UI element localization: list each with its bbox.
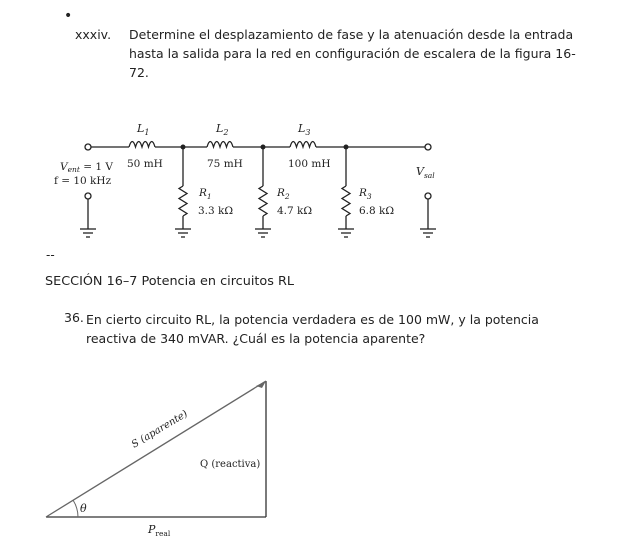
l2-value: 75 mH (207, 158, 243, 170)
l1-label: $L_1$ (137, 122, 150, 137)
r3-label: $R_3$ (359, 187, 372, 201)
l3-label: $L_3$ (298, 122, 311, 137)
inductor-l2 (207, 142, 233, 148)
l3-value: 100 mH (288, 158, 331, 170)
section-title: SECCIÓN 16–7 Potencia en circuitos RL (45, 274, 294, 289)
r1-value: 3.3 kΩ (198, 205, 234, 217)
junction-dot (344, 145, 349, 150)
question-36-number: 36. (64, 310, 84, 325)
list-bullet: • (64, 8, 73, 24)
l1-value: 50 mH (127, 158, 163, 170)
resistor-r3 (342, 186, 350, 216)
inductor-l3 (290, 142, 316, 148)
separator: -- (46, 248, 55, 262)
output-terminal (425, 144, 431, 150)
ladder-circuit (80, 142, 436, 238)
resistor-r2 (259, 186, 267, 216)
output-voltage-label: $V_{sal}$ (416, 165, 435, 180)
junction-dot (181, 145, 186, 150)
apparent-power-label: S (aparente) (129, 408, 190, 451)
frequency-label: f = 10 kHz (54, 175, 112, 187)
r1-label: $R_1$ (199, 187, 212, 201)
question-text: Determine el desplazamiento de fase y la atenuación desde la entrada hasta la salida para la red en configuración de escalera de la figura 16-72. (129, 27, 576, 80)
angle-label: θ (80, 502, 87, 515)
resistor-r1 (179, 186, 187, 216)
question-number: xxxiv. (75, 27, 112, 42)
junction-dot (261, 145, 266, 150)
r3-value: 6.8 kΩ (359, 205, 395, 217)
input-terminal (85, 144, 91, 150)
real-power-label: $P_{real}$ (148, 523, 171, 538)
question-36-text: En cierto circuito RL, la potencia verdadera es de 100 mW, y la potencia reactiva de 340 mVAR. ¿Cuál es la potencia aparente? (86, 312, 539, 346)
r2-label: $R_2$ (277, 187, 290, 201)
r2-value: 4.7 kΩ (277, 205, 313, 217)
reactive-power-label: Q (reactiva) (200, 459, 261, 470)
inductor-l1 (129, 142, 155, 148)
l2-label: $L_2$ (216, 122, 229, 137)
input-voltage-label: Vent = 1 V (60, 161, 113, 174)
power-triangle (46, 381, 266, 517)
